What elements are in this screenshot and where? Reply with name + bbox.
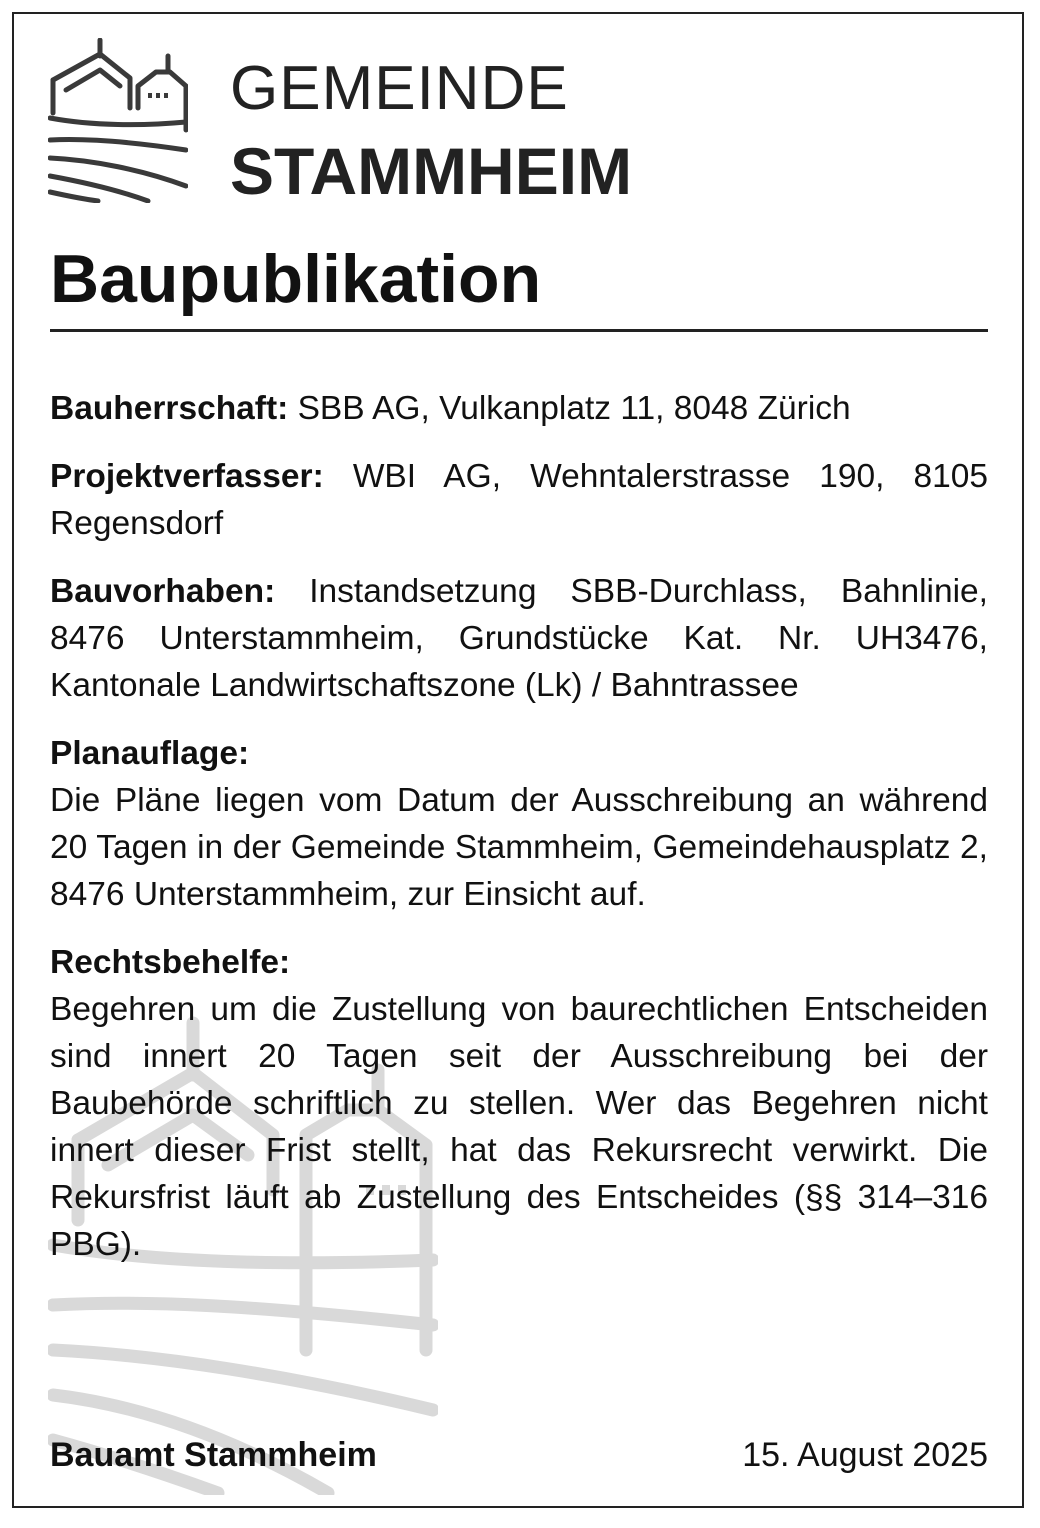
section-planauflage	[50, 730, 988, 918]
section-projektverfasser	[50, 453, 988, 547]
castle-hills-logo-icon	[48, 38, 188, 203]
footer-authority: Bauamt Stammheim	[50, 1436, 377, 1474]
planauflage-text: Die Pläne liegen vom Datum der Ausschreibung an während 20 Tagen in der Gemeinde Stammheim, Gemeindehausplatz 2, 8476 Unterstammheim, zur Einsicht auf.	[50, 782, 988, 913]
bauvorhaben-text: Instandsetzung SBB-Durchlass, Bahnlinie, 8476 Unterstammheim, Grundstücke Kat. Nr. UH3476, Kantonale Landwirtschaftszone (Lk) / Bahntrassee	[50, 573, 988, 704]
bauherrschaft-label: Bauherrschaft:	[50, 390, 289, 427]
title-divider	[50, 329, 988, 332]
brand-line-stammheim: STAMMHEIM	[230, 134, 633, 208]
bauvorhaben-label: Bauvorhaben:	[50, 573, 276, 610]
projektverfasser-label: Projektverfasser:	[50, 458, 324, 495]
rechtsbehelfe-label: Rechtsbehelfe:	[50, 944, 291, 981]
notice-body	[50, 385, 988, 1289]
rechtsbehelfe-text: Begehren um die Zustellung von baurechtlichen Entscheiden sind innert 20 Tagen seit der Ausschreibung bei der Baubehörde schriftlich zu stellen. Wer das Begehren nicht innert dieser Frist stellt, hat das Rekursrecht verwirkt. Die Rekursfrist läuft ab Zustellung des Entscheides (§§ 314–316 PBG).	[50, 991, 988, 1263]
bauherrschaft-text: SBB AG, Vulkanplatz 11, 8048 Zürich	[288, 390, 851, 427]
footer-date: 15. August 2025	[742, 1436, 988, 1474]
page-title: Baupublikation	[50, 241, 542, 317]
section-rechtsbehelfe	[50, 939, 988, 1268]
section-bauvorhaben	[50, 568, 988, 709]
brand-line-gemeinde: GEMEINDE	[230, 54, 569, 123]
projektverfasser-text: WBI AG, Wehntalerstrasse 190, 8105 Regensdorf	[50, 458, 988, 542]
section-bauherrschaft	[50, 385, 988, 432]
planauflage-label: Planauflage:	[50, 735, 250, 772]
